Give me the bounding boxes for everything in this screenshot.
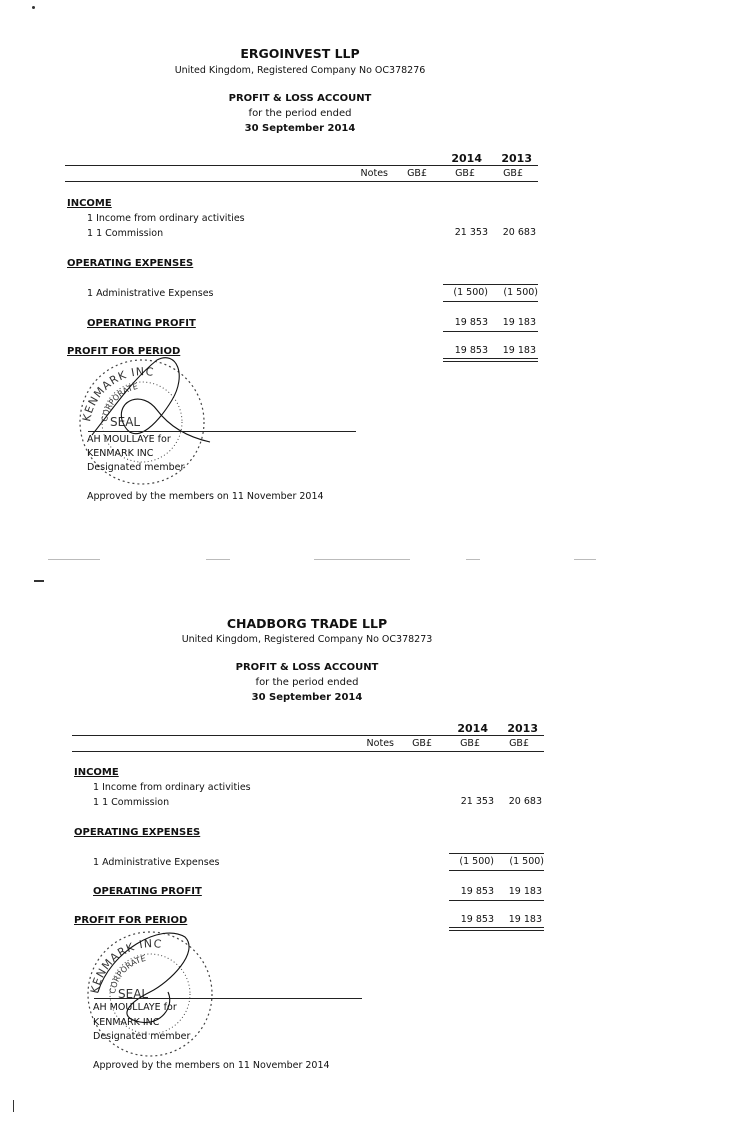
period-line-2: 30 September 2014: [251, 692, 363, 703]
income-heading: INCOME: [74, 767, 119, 778]
corporate-seal: [62, 350, 222, 500]
gbp-2014-column-header: GB£: [460, 738, 480, 749]
opex-heading: OPERATING EXPENSES: [74, 827, 201, 838]
signatory-line-1: AH MOULLAYE for: [93, 1002, 177, 1013]
commission-2013: 20 683: [508, 796, 542, 807]
admin-expenses-2013: (1 500): [503, 287, 538, 298]
signatory-line-2: KENMARK INC: [93, 1017, 160, 1028]
document-title: PROFIT & LOSS ACCOUNT: [228, 93, 372, 104]
period-line-1: for the period ended: [255, 677, 359, 688]
notes-column-header: Notes: [360, 168, 388, 179]
admin-bottom-rule: [443, 301, 538, 302]
admin-expenses-2014: (1 500): [459, 856, 494, 867]
seal-text-center: SEAL: [110, 415, 141, 429]
period-line-2: 30 September 2014: [244, 123, 356, 134]
profit-for-period-label: PROFIT FOR PERIOD: [74, 915, 188, 926]
statement-ergoinvest: [0, 0, 742, 560]
approval-note: Approved by the members on 11 November 2014: [93, 1060, 330, 1071]
admin-top-rule: [449, 853, 544, 854]
period-line-1: for the period ended: [248, 108, 352, 119]
commission-2014: 21 353: [460, 796, 494, 807]
operating-profit-2013: 19 183: [502, 317, 536, 328]
operating-profit-2014: 19 853: [454, 317, 488, 328]
company-name: CHADBORG TRADE LLP: [226, 616, 388, 631]
gbp-notes-column-header: GB£: [412, 738, 432, 749]
statement-chadborg: [0, 570, 742, 1130]
income-item: 1 Income from ordinary activities: [93, 782, 251, 793]
admin-expenses-label: 1 Administrative Expenses: [93, 857, 220, 868]
profit-for-period-2013: 19 183: [508, 914, 542, 925]
header-bottom-rule: [65, 181, 538, 182]
gbp-2013-column-header: GB£: [509, 738, 529, 749]
income-heading: INCOME: [67, 198, 112, 209]
seal-text-mid: CORPORATE: [108, 953, 147, 995]
profit-for-period-2014: 19 853: [460, 914, 494, 925]
profit-for-period-2014: 19 853: [454, 345, 488, 356]
admin-expenses-2013: (1 500): [509, 856, 544, 867]
seal-text-center: SEAL: [118, 987, 149, 1001]
corporate-seal: [70, 922, 230, 1072]
header-bottom-rule: [72, 751, 544, 752]
profit-double-rule: [449, 927, 544, 931]
header-top-rule: [72, 735, 544, 736]
commission-label: 1 1 Commission: [87, 228, 164, 239]
profit-for-period-label: PROFIT FOR PERIOD: [67, 346, 181, 357]
operating-profit-2014: 19 853: [460, 886, 494, 897]
company-registration: United Kingdom, Registered Company No OC378273: [181, 634, 433, 645]
header-top-rule: [65, 165, 538, 166]
opex-heading: OPERATING EXPENSES: [67, 258, 194, 269]
seal-text-top: KENMARK INC: [80, 365, 156, 423]
gbp-2013-column-header: GB£: [503, 168, 523, 179]
seal-text-top: KENMARK INC: [88, 937, 164, 995]
admin-top-rule: [443, 284, 538, 285]
approval-note: Approved by the members on 11 November 2014: [87, 491, 324, 502]
signatory-line-3: Designated member: [93, 1031, 191, 1042]
year-2013-header: 2013: [507, 722, 538, 735]
profit-for-period-2013: 19 183: [502, 345, 536, 356]
notes-column-header: Notes: [366, 738, 394, 749]
signatory-line-1: AH MOULLAYE for: [87, 434, 171, 445]
signatory-line-2: KENMARK INC: [87, 448, 154, 459]
seal-text-mid: CORPORATE: [100, 381, 139, 423]
operating-profit-label: OPERATING PROFIT: [87, 318, 196, 329]
commission-label: 1 1 Commission: [93, 797, 170, 808]
profit-double-rule: [443, 358, 538, 362]
document-title: PROFIT & LOSS ACCOUNT: [235, 662, 379, 673]
company-name: ERGOINVEST LLP: [240, 46, 360, 61]
income-item: 1 Income from ordinary activities: [87, 213, 245, 224]
gbp-2014-column-header: GB£: [455, 168, 475, 179]
admin-bottom-rule: [449, 870, 544, 871]
operating-profit-rule: [443, 331, 538, 332]
year-2014-header: 2014: [457, 722, 488, 735]
year-2013-header: 2013: [501, 152, 532, 165]
gbp-notes-column-header: GB£: [407, 168, 427, 179]
signature-line: [94, 998, 362, 999]
year-2014-header: 2014: [451, 152, 482, 165]
commission-2013: 20 683: [502, 227, 536, 238]
admin-expenses-label: 1 Administrative Expenses: [87, 288, 214, 299]
company-registration: United Kingdom, Registered Company No OC378276: [174, 65, 426, 76]
signature-line: [88, 431, 356, 432]
commission-2014: 21 353: [454, 227, 488, 238]
operating-profit-2013: 19 183: [508, 886, 542, 897]
operating-profit-rule: [449, 900, 544, 901]
signatory-line-3: Designated member: [87, 462, 185, 473]
admin-expenses-2014: (1 500): [453, 287, 488, 298]
operating-profit-label: OPERATING PROFIT: [93, 886, 202, 897]
